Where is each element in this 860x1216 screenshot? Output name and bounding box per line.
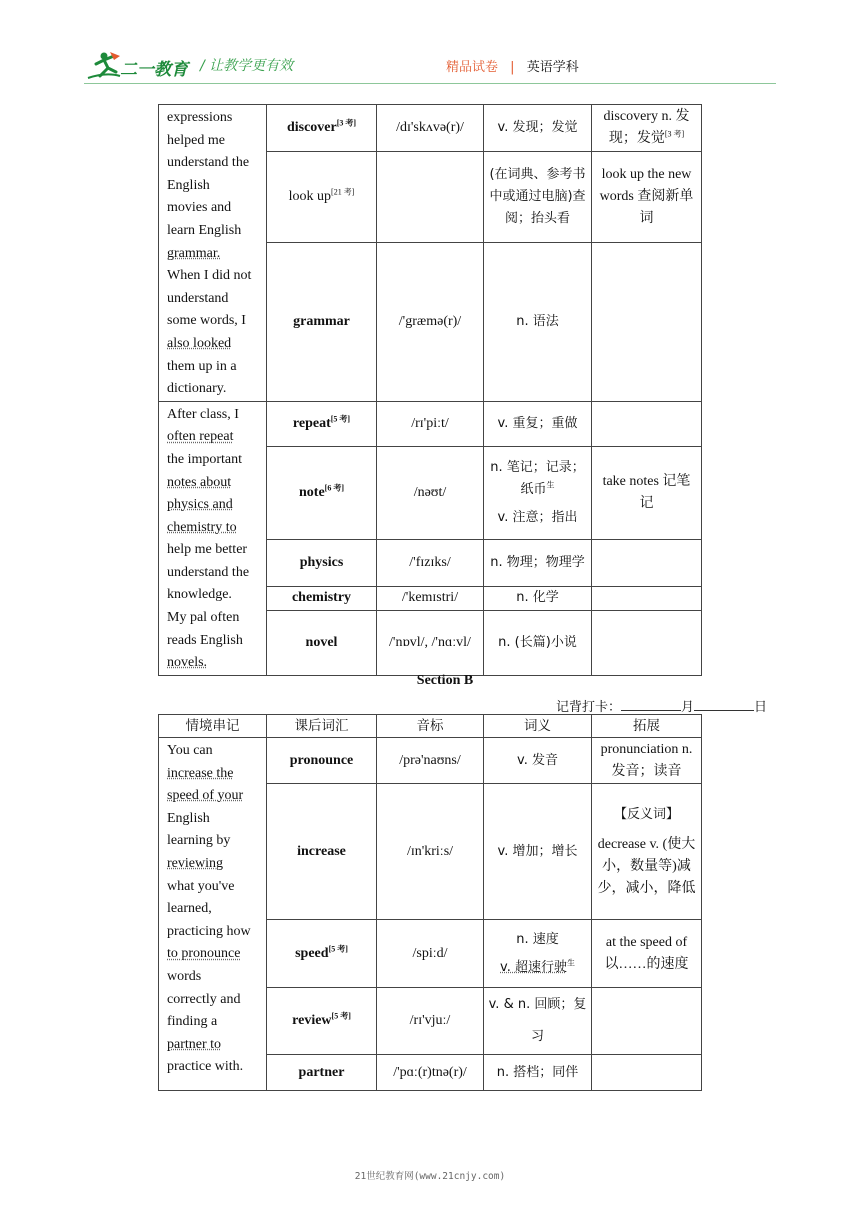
- extension-cell: [592, 587, 702, 610]
- word-cell: repeat[5 考]: [267, 401, 377, 446]
- phonetic-cell: /spiːd/: [377, 920, 484, 988]
- meaning-cell: n. 速度 v. 超速行驶$^生$: [484, 920, 592, 988]
- word-cell: grammar: [267, 243, 377, 401]
- word-cell: increase: [267, 784, 377, 920]
- extension-cell: look up the new words 查阅新单词: [592, 152, 702, 243]
- page-footer: 21世纪教育网(www.21cnjy.com): [354, 1171, 506, 1182]
- section-title: Section B: [416, 673, 474, 688]
- header-divider: [84, 83, 776, 84]
- vocab-table-a: [158, 104, 702, 676]
- meaning-cell: n. 化学: [484, 587, 592, 610]
- phonetic-cell: /rɪ'piːt/: [377, 401, 484, 446]
- word-cell: speed[5 考]: [267, 920, 377, 988]
- series-label: 精品试卷: [446, 60, 499, 75]
- phonetic-cell: /'nɒvl/, /'nɑːvl/: [377, 610, 484, 675]
- meaning-cell: v. & n. 回顾；复习: [484, 988, 592, 1055]
- phonetic-cell: /nəʊt/: [377, 446, 484, 540]
- phonetic-cell: /dɪ'skʌvə(r)/: [377, 105, 484, 152]
- word-cell: chemistry: [267, 587, 377, 610]
- column-header: 词义: [484, 715, 592, 738]
- extension-cell: at the speed of 以……的速度: [592, 920, 702, 988]
- subject-label: 英语学科: [526, 60, 579, 75]
- extension-cell: discovery n. 发现；发觉[3 考]: [592, 105, 702, 152]
- extension-cell: [592, 1055, 702, 1091]
- word-cell: pronounce: [267, 738, 377, 784]
- table-row: [159, 401, 702, 446]
- table-row: [159, 738, 702, 784]
- word-cell: novel: [267, 610, 377, 675]
- phonetic-cell: /'fɪzɪks/: [377, 540, 484, 587]
- recite-card: 记背打卡： 月 日: [556, 700, 768, 715]
- column-header: 音标: [377, 715, 484, 738]
- extension-cell: [592, 401, 702, 446]
- word-cell: review[5 考]: [267, 988, 377, 1055]
- word-cell: physics: [267, 540, 377, 587]
- word-cell: look up[21 考]: [267, 152, 377, 243]
- meaning-cell: n. (长篇)小说: [484, 610, 592, 675]
- phonetic-cell: /rɪ'vjuː/: [377, 988, 484, 1055]
- word-cell: discover[3 考]: [267, 105, 377, 152]
- brand-name: 二一教育: [120, 60, 188, 80]
- table-header-row: [159, 715, 702, 738]
- meaning-cell: v. 重复；重做: [484, 401, 592, 446]
- header-separator: |: [510, 60, 515, 75]
- phonetic-cell: [377, 152, 484, 243]
- column-header: 课后词汇: [267, 715, 377, 738]
- phonetic-cell: /'græmə(r)/: [377, 243, 484, 401]
- column-header: 情境串记: [159, 715, 267, 738]
- extension-cell: [592, 988, 702, 1055]
- word-cell: note[6 考]: [267, 446, 377, 540]
- header-right: [446, 56, 579, 75]
- meaning-cell: n. 语法: [484, 243, 592, 401]
- phonetic-cell: /prə'naʊns/: [377, 738, 484, 784]
- extension-cell: [592, 243, 702, 401]
- column-header: 拓展: [592, 715, 702, 738]
- phonetic-cell: /ɪn'kriːs/: [377, 784, 484, 920]
- meaning-cell: (在词典、参考书中或通过电脑)查阅；抬头看: [484, 152, 592, 243]
- meaning-cell: n. 笔记；记录；纸币$^生$ v. 注意；指出: [484, 446, 592, 540]
- slogan: / 让教学更有效: [200, 58, 294, 74]
- context-cell: You can increase the speed of your English learning by reviewing what you've learned, practicing how to pronounce words correctly and finding a partner to practice with.: [159, 738, 267, 1091]
- extension-cell: [592, 540, 702, 587]
- extension-cell: [592, 610, 702, 675]
- word-cell: partner: [267, 1055, 377, 1091]
- meaning-cell: v. 发音: [484, 738, 592, 784]
- meaning-cell: v. 增加；增长: [484, 784, 592, 920]
- meaning-cell: v. 发现；发觉: [484, 105, 592, 152]
- context-cell: expressions helped me understand the English movies and learn English grammar. When I did not understand some words, I also looked them up in a dictionary.: [159, 105, 267, 402]
- extension-cell: take notes 记笔记: [592, 446, 702, 540]
- extension-cell: 【反义词】 decrease v. (使大小，数量等)减少，减小，降低: [592, 784, 702, 920]
- meaning-cell: n. 搭档；同伴: [484, 1055, 592, 1091]
- extension-cell: pronunciation n. 发音；读音: [592, 738, 702, 784]
- vocab-table-b: [158, 714, 702, 1091]
- page-header: [0, 0, 860, 100]
- context-cell: After class, I often repeat the important notes about physics and chemistry to help me better understand the knowledge. My pal often reads English novels.: [159, 401, 267, 675]
- phonetic-cell: /'pɑː(r)tnə(r)/: [377, 1055, 484, 1091]
- meaning-cell: n. 物理；物理学: [484, 540, 592, 587]
- table-row: [159, 105, 702, 152]
- phonetic-cell: /'kemɪstri/: [377, 587, 484, 610]
